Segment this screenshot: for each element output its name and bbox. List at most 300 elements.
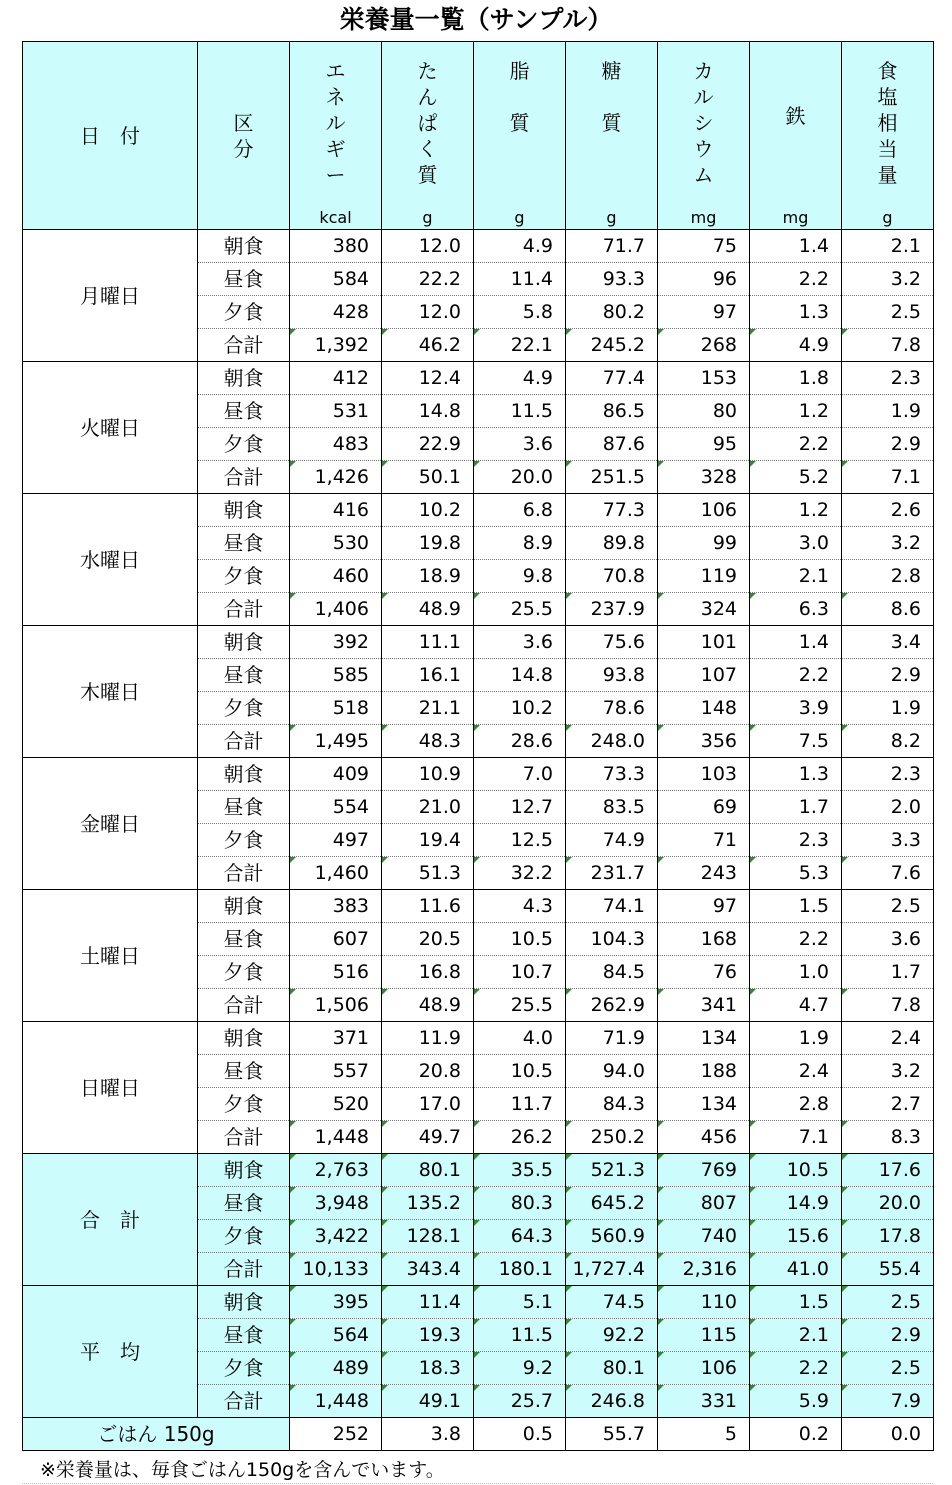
header-protein-label: た ん ぱ く 質 xyxy=(417,59,438,187)
value-cell: 645.2 xyxy=(566,1187,658,1220)
value-cell: 3.9 xyxy=(750,692,842,725)
meal-label: 夕食 xyxy=(198,1352,290,1385)
meal-label: 朝食 xyxy=(198,230,290,263)
value-cell: 324 xyxy=(658,593,750,626)
value-cell: 12.7 xyxy=(474,791,566,824)
value-cell: 248.0 xyxy=(566,725,658,758)
value-cell: 7.1 xyxy=(842,461,934,494)
value-cell: 2,763 xyxy=(290,1154,382,1187)
value-cell: 115 xyxy=(658,1319,750,1352)
value-cell: 356 xyxy=(658,725,750,758)
header-energy-unit: kcal xyxy=(319,208,352,227)
value-cell: 110 xyxy=(658,1286,750,1319)
value-cell: 460 xyxy=(290,560,382,593)
header-kubun: 区 分 xyxy=(198,42,290,230)
meal-label: 夕食 xyxy=(198,560,290,593)
value-cell: 8.9 xyxy=(474,527,566,560)
value-cell: 96 xyxy=(658,263,750,296)
value-cell: 134 xyxy=(658,1022,750,1055)
value-cell: 1,448 xyxy=(290,1121,382,1154)
meal-label: 合計 xyxy=(198,461,290,494)
value-cell: 607 xyxy=(290,923,382,956)
table-row xyxy=(23,626,934,659)
value-cell: 10.5 xyxy=(474,1055,566,1088)
value-cell: 1.9 xyxy=(842,395,934,428)
meal-label: 夕食 xyxy=(198,1088,290,1121)
value-cell: 99 xyxy=(658,527,750,560)
value-cell: 11.1 xyxy=(382,626,474,659)
value-cell: 2.2 xyxy=(750,428,842,461)
value-cell: 416 xyxy=(290,494,382,527)
value-cell: 107 xyxy=(658,659,750,692)
value-cell: 1,448 xyxy=(290,1385,382,1418)
value-cell: 19.8 xyxy=(382,527,474,560)
value-cell: 243 xyxy=(658,857,750,890)
value-cell: 2.3 xyxy=(750,824,842,857)
value-cell: 5.1 xyxy=(474,1286,566,1319)
value-cell: 531 xyxy=(290,395,382,428)
value-cell: 70.8 xyxy=(566,560,658,593)
value-cell: 341 xyxy=(658,989,750,1022)
value-cell: 180.1 xyxy=(474,1253,566,1286)
value-cell: 75 xyxy=(658,230,750,263)
value-cell: 94.0 xyxy=(566,1055,658,1088)
meal-label: 夕食 xyxy=(198,824,290,857)
value-cell: 80.1 xyxy=(566,1352,658,1385)
value-cell: 10.5 xyxy=(750,1154,842,1187)
value-cell: 10.2 xyxy=(474,692,566,725)
value-cell: 2.1 xyxy=(750,560,842,593)
value-cell: 518 xyxy=(290,692,382,725)
value-cell: 2.9 xyxy=(842,659,934,692)
meal-label: 昼食 xyxy=(198,1319,290,1352)
value-cell: 1.9 xyxy=(750,1022,842,1055)
value-cell: 135.2 xyxy=(382,1187,474,1220)
value-cell: 2.1 xyxy=(842,230,934,263)
value-cell: 1.0 xyxy=(750,956,842,989)
value-cell: 2.0 xyxy=(842,791,934,824)
value-cell: 11.5 xyxy=(474,1319,566,1352)
value-cell: 3.6 xyxy=(842,923,934,956)
value-cell: 380 xyxy=(290,230,382,263)
value-cell: 41.0 xyxy=(750,1253,842,1286)
value-cell: 237.9 xyxy=(566,593,658,626)
meal-label: 昼食 xyxy=(198,1187,290,1220)
value-cell: 7.5 xyxy=(750,725,842,758)
value-cell: 2.7 xyxy=(842,1088,934,1121)
meal-label: 昼食 xyxy=(198,923,290,956)
value-cell: 19.4 xyxy=(382,824,474,857)
value-cell: 5.3 xyxy=(750,857,842,890)
value-cell: 9.8 xyxy=(474,560,566,593)
value-cell: 2.2 xyxy=(750,1352,842,1385)
rice-value-cell: 55.7 xyxy=(566,1418,658,1451)
value-cell: 7.8 xyxy=(842,989,934,1022)
value-cell: 1.7 xyxy=(842,956,934,989)
value-cell: 104.3 xyxy=(566,923,658,956)
value-cell: 11.9 xyxy=(382,1022,474,1055)
value-cell: 21.1 xyxy=(382,692,474,725)
value-cell: 12.0 xyxy=(382,296,474,329)
meal-label: 昼食 xyxy=(198,659,290,692)
value-cell: 74.9 xyxy=(566,824,658,857)
value-cell: 6.3 xyxy=(750,593,842,626)
value-cell: 7.1 xyxy=(750,1121,842,1154)
value-cell: 392 xyxy=(290,626,382,659)
value-cell: 2.5 xyxy=(842,1286,934,1319)
value-cell: 3.4 xyxy=(842,626,934,659)
rice-value-cell: 5 xyxy=(658,1418,750,1451)
value-cell: 1.3 xyxy=(750,296,842,329)
header-salt-label: 食 塩 相 当 量 xyxy=(877,59,898,187)
value-cell: 4.9 xyxy=(474,362,566,395)
table-row xyxy=(23,758,934,791)
value-cell: 14.8 xyxy=(382,395,474,428)
value-cell: 80 xyxy=(658,395,750,428)
value-cell: 231.7 xyxy=(566,857,658,890)
table-row xyxy=(23,1154,934,1187)
value-cell: 412 xyxy=(290,362,382,395)
value-cell: 530 xyxy=(290,527,382,560)
value-cell: 2.9 xyxy=(842,428,934,461)
value-cell: 7.8 xyxy=(842,329,934,362)
table-row xyxy=(23,230,934,263)
value-cell: 3.6 xyxy=(474,626,566,659)
value-cell: 4.7 xyxy=(750,989,842,1022)
value-cell: 22.1 xyxy=(474,329,566,362)
value-cell: 4.9 xyxy=(474,230,566,263)
meal-label: 合計 xyxy=(198,593,290,626)
value-cell: 2.3 xyxy=(842,758,934,791)
value-cell: 12.5 xyxy=(474,824,566,857)
value-cell: 554 xyxy=(290,791,382,824)
value-cell: 35.5 xyxy=(474,1154,566,1187)
value-cell: 106 xyxy=(658,1352,750,1385)
value-cell: 1.4 xyxy=(750,626,842,659)
value-cell: 83.5 xyxy=(566,791,658,824)
value-cell: 119 xyxy=(658,560,750,593)
value-cell: 2.9 xyxy=(842,1319,934,1352)
value-cell: 1.7 xyxy=(750,791,842,824)
value-cell: 80.3 xyxy=(474,1187,566,1220)
value-cell: 11.4 xyxy=(474,263,566,296)
value-cell: 9.2 xyxy=(474,1352,566,1385)
value-cell: 80.2 xyxy=(566,296,658,329)
value-cell: 87.6 xyxy=(566,428,658,461)
value-cell: 521.3 xyxy=(566,1154,658,1187)
value-cell: 11.5 xyxy=(474,395,566,428)
value-cell: 21.0 xyxy=(382,791,474,824)
meal-label: 昼食 xyxy=(198,395,290,428)
value-cell: 564 xyxy=(290,1319,382,1352)
value-cell: 80.1 xyxy=(382,1154,474,1187)
value-cell: 4.9 xyxy=(750,329,842,362)
value-cell: 1,460 xyxy=(290,857,382,890)
value-cell: 4.0 xyxy=(474,1022,566,1055)
meal-label: 朝食 xyxy=(198,626,290,659)
value-cell: 19.3 xyxy=(382,1319,474,1352)
value-cell: 3.2 xyxy=(842,527,934,560)
value-cell: 1.5 xyxy=(750,1286,842,1319)
value-cell: 77.4 xyxy=(566,362,658,395)
value-cell: 7.0 xyxy=(474,758,566,791)
value-cell: 383 xyxy=(290,890,382,923)
value-cell: 49.7 xyxy=(382,1121,474,1154)
header-row xyxy=(23,42,934,230)
value-cell: 584 xyxy=(290,263,382,296)
header-calcium xyxy=(658,42,750,230)
value-cell: 78.6 xyxy=(566,692,658,725)
header-energy xyxy=(290,42,382,230)
meal-label: 合計 xyxy=(198,989,290,1022)
value-cell: 76 xyxy=(658,956,750,989)
value-cell: 73.3 xyxy=(566,758,658,791)
value-cell: 74.5 xyxy=(566,1286,658,1319)
rice-value-cell: 252 xyxy=(290,1418,382,1451)
group-label: 日曜日 xyxy=(23,1022,198,1154)
value-cell: 409 xyxy=(290,758,382,791)
value-cell: 20.5 xyxy=(382,923,474,956)
value-cell: 5.8 xyxy=(474,296,566,329)
value-cell: 28.6 xyxy=(474,725,566,758)
meal-label: 夕食 xyxy=(198,428,290,461)
value-cell: 2.5 xyxy=(842,890,934,923)
header-energy-label: エ ネ ル ギ ー xyxy=(325,59,346,187)
value-cell: 10.9 xyxy=(382,758,474,791)
value-cell: 1,406 xyxy=(290,593,382,626)
meal-label: 朝食 xyxy=(198,1154,290,1187)
value-cell: 77.3 xyxy=(566,494,658,527)
value-cell: 560.9 xyxy=(566,1220,658,1253)
value-cell: 86.5 xyxy=(566,395,658,428)
group-label: 木曜日 xyxy=(23,626,198,758)
value-cell: 585 xyxy=(290,659,382,692)
value-cell: 2.6 xyxy=(842,494,934,527)
meal-label: 昼食 xyxy=(198,791,290,824)
header-protein xyxy=(382,42,474,230)
value-cell: 10.7 xyxy=(474,956,566,989)
header-salt xyxy=(842,42,934,230)
meal-label: 朝食 xyxy=(198,758,290,791)
value-cell: 18.3 xyxy=(382,1352,474,1385)
value-cell: 20.0 xyxy=(474,461,566,494)
value-cell: 97 xyxy=(658,890,750,923)
header-iron-unit: mg xyxy=(782,208,809,227)
rice-label: ごはん 150g xyxy=(23,1418,290,1451)
value-cell: 89.8 xyxy=(566,527,658,560)
header-iron-label: 鉄 xyxy=(785,103,806,128)
value-cell: 10.2 xyxy=(382,494,474,527)
rice-value-cell: 3.8 xyxy=(382,1418,474,1451)
meal-label: 昼食 xyxy=(198,263,290,296)
meal-label: 合計 xyxy=(198,329,290,362)
meal-label: 合計 xyxy=(198,1121,290,1154)
value-cell: 25.7 xyxy=(474,1385,566,1418)
rice-value-cell: 0.0 xyxy=(842,1418,934,1451)
value-cell: 520 xyxy=(290,1088,382,1121)
value-cell: 101 xyxy=(658,626,750,659)
value-cell: 51.3 xyxy=(382,857,474,890)
value-cell: 71.7 xyxy=(566,230,658,263)
value-cell: 1.5 xyxy=(750,890,842,923)
value-cell: 7.6 xyxy=(842,857,934,890)
value-cell: 740 xyxy=(658,1220,750,1253)
value-cell: 106 xyxy=(658,494,750,527)
value-cell: 769 xyxy=(658,1154,750,1187)
value-cell: 1.4 xyxy=(750,230,842,263)
value-cell: 148 xyxy=(658,692,750,725)
meal-label: 夕食 xyxy=(198,692,290,725)
value-cell: 2.2 xyxy=(750,659,842,692)
value-cell: 428 xyxy=(290,296,382,329)
meal-label: 夕食 xyxy=(198,956,290,989)
group-label: 金曜日 xyxy=(23,758,198,890)
value-cell: 49.1 xyxy=(382,1385,474,1418)
value-cell: 48.3 xyxy=(382,725,474,758)
value-cell: 97 xyxy=(658,296,750,329)
value-cell: 2.5 xyxy=(842,1352,934,1385)
value-cell: 17.0 xyxy=(382,1088,474,1121)
value-cell: 3,948 xyxy=(290,1187,382,1220)
value-cell: 74.1 xyxy=(566,890,658,923)
value-cell: 71 xyxy=(658,824,750,857)
value-cell: 3,422 xyxy=(290,1220,382,1253)
value-cell: 557 xyxy=(290,1055,382,1088)
value-cell: 12.4 xyxy=(382,362,474,395)
value-cell: 246.8 xyxy=(566,1385,658,1418)
value-cell: 14.9 xyxy=(750,1187,842,1220)
value-cell: 456 xyxy=(658,1121,750,1154)
value-cell: 128.1 xyxy=(382,1220,474,1253)
meal-label: 昼食 xyxy=(198,1055,290,1088)
header-iron xyxy=(750,42,842,230)
rice-value-cell: 0.5 xyxy=(474,1418,566,1451)
value-cell: 7.9 xyxy=(842,1385,934,1418)
value-cell: 22.9 xyxy=(382,428,474,461)
value-cell: 14.8 xyxy=(474,659,566,692)
group-label: 土曜日 xyxy=(23,890,198,1022)
header-carb-unit: g xyxy=(606,208,617,227)
value-cell: 15.6 xyxy=(750,1220,842,1253)
value-cell: 1.3 xyxy=(750,758,842,791)
value-cell: 1,426 xyxy=(290,461,382,494)
value-cell: 48.9 xyxy=(382,989,474,1022)
header-fat-label: 脂 質 xyxy=(509,59,530,135)
value-cell: 5.2 xyxy=(750,461,842,494)
value-cell: 250.2 xyxy=(566,1121,658,1154)
meal-label: 合計 xyxy=(198,1253,290,1286)
group-label: 月曜日 xyxy=(23,230,198,362)
page-title: 栄養量一覧（サンプル） xyxy=(339,5,613,34)
value-cell: 268 xyxy=(658,329,750,362)
value-cell: 153 xyxy=(658,362,750,395)
header-carb xyxy=(566,42,658,230)
value-cell: 103 xyxy=(658,758,750,791)
group-label: 合 計 xyxy=(23,1154,198,1286)
value-cell: 6.8 xyxy=(474,494,566,527)
value-cell: 25.5 xyxy=(474,989,566,1022)
value-cell: 18.9 xyxy=(382,560,474,593)
value-cell: 95 xyxy=(658,428,750,461)
group-label: 水曜日 xyxy=(23,494,198,626)
value-cell: 93.3 xyxy=(566,263,658,296)
value-cell: 8.3 xyxy=(842,1121,934,1154)
value-cell: 69 xyxy=(658,791,750,824)
value-cell: 11.4 xyxy=(382,1286,474,1319)
nutrition-table xyxy=(22,41,934,1451)
value-cell: 16.8 xyxy=(382,956,474,989)
value-cell: 2.3 xyxy=(842,362,934,395)
table-row xyxy=(23,1286,934,1319)
value-cell: 516 xyxy=(290,956,382,989)
value-cell: 4.3 xyxy=(474,890,566,923)
meal-label: 合計 xyxy=(198,1385,290,1418)
value-cell: 20.8 xyxy=(382,1055,474,1088)
value-cell: 2.5 xyxy=(842,296,934,329)
value-cell: 2.1 xyxy=(750,1319,842,1352)
value-cell: 16.1 xyxy=(382,659,474,692)
value-cell: 328 xyxy=(658,461,750,494)
header-salt-unit: g xyxy=(882,208,893,227)
header-carb-label: 糖 質 xyxy=(601,59,622,135)
header-date: 日 付 xyxy=(23,42,198,230)
footnote: ※栄養量は、毎食ごはん150gを含んでいます。 xyxy=(40,1459,445,1481)
meal-label: 朝食 xyxy=(198,890,290,923)
value-cell: 22.2 xyxy=(382,263,474,296)
table-row xyxy=(23,362,934,395)
value-cell: 93.8 xyxy=(566,659,658,692)
value-cell: 75.6 xyxy=(566,626,658,659)
value-cell: 10,133 xyxy=(290,1253,382,1286)
value-cell: 134 xyxy=(658,1088,750,1121)
value-cell: 188 xyxy=(658,1055,750,1088)
meal-label: 合計 xyxy=(198,725,290,758)
header-calcium-label: カ ル シ ウ ム xyxy=(693,59,714,187)
value-cell: 11.6 xyxy=(382,890,474,923)
value-cell: 46.2 xyxy=(382,329,474,362)
value-cell: 245.2 xyxy=(566,329,658,362)
value-cell: 168 xyxy=(658,923,750,956)
value-cell: 1,495 xyxy=(290,725,382,758)
value-cell: 84.5 xyxy=(566,956,658,989)
meal-label: 朝食 xyxy=(198,494,290,527)
meal-label: 昼食 xyxy=(198,527,290,560)
value-cell: 1.9 xyxy=(842,692,934,725)
value-cell: 32.2 xyxy=(474,857,566,890)
value-cell: 5.9 xyxy=(750,1385,842,1418)
value-cell: 8.6 xyxy=(842,593,934,626)
value-cell: 2.2 xyxy=(750,263,842,296)
value-cell: 3.2 xyxy=(842,1055,934,1088)
value-cell: 343.4 xyxy=(382,1253,474,1286)
value-cell: 26.2 xyxy=(474,1121,566,1154)
meal-label: 夕食 xyxy=(198,1220,290,1253)
header-calcium-unit: mg xyxy=(690,208,717,227)
meal-label: 合計 xyxy=(198,857,290,890)
value-cell: 807 xyxy=(658,1187,750,1220)
value-cell: 371 xyxy=(290,1022,382,1055)
value-cell: 2.4 xyxy=(750,1055,842,1088)
value-cell: 1,392 xyxy=(290,329,382,362)
value-cell: 2.8 xyxy=(750,1088,842,1121)
value-cell: 395 xyxy=(290,1286,382,1319)
meal-label: 朝食 xyxy=(198,1022,290,1055)
value-cell: 17.8 xyxy=(842,1220,934,1253)
value-cell: 3.6 xyxy=(474,428,566,461)
meal-label: 夕食 xyxy=(198,296,290,329)
value-cell: 2,316 xyxy=(658,1253,750,1286)
value-cell: 489 xyxy=(290,1352,382,1385)
